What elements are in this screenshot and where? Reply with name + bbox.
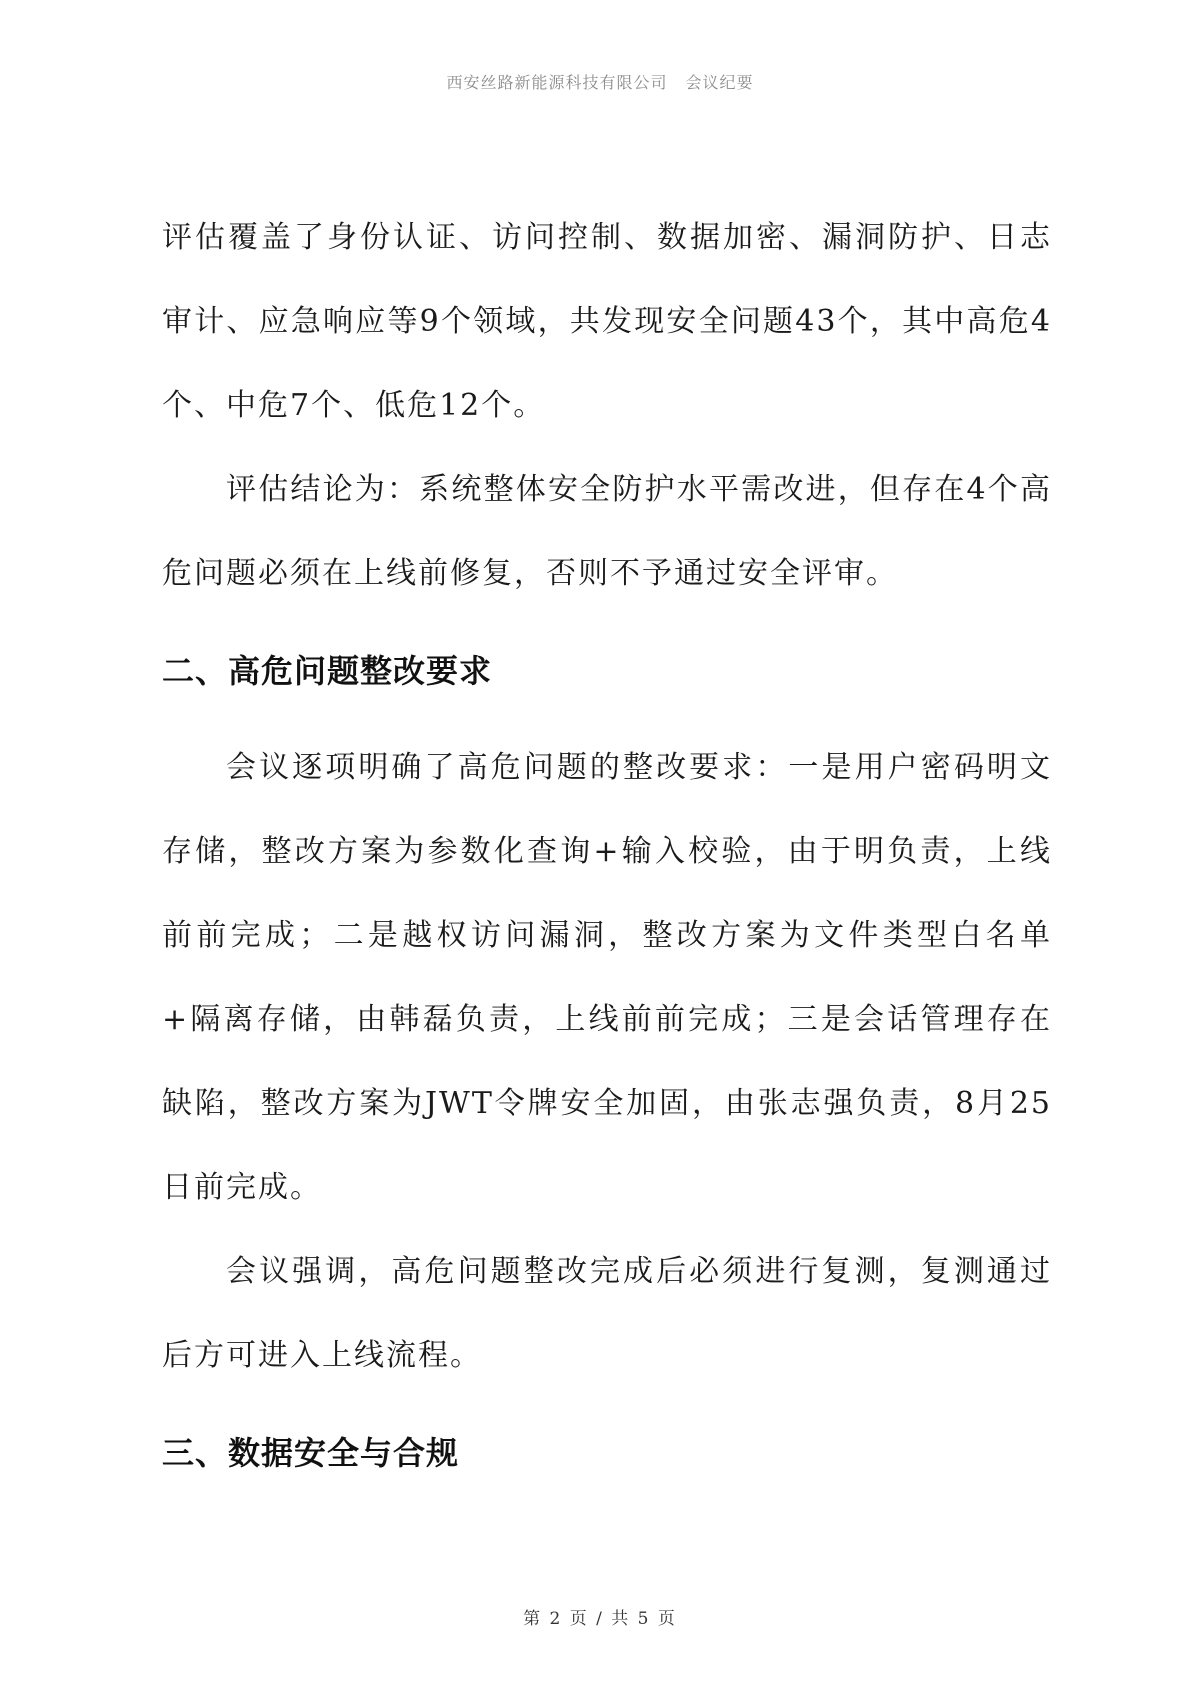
header-company: 西安丝路新能源科技有限公司 bbox=[446, 73, 668, 92]
header-doc-type: 会议纪要 bbox=[685, 73, 754, 92]
paragraph-assessment-scope: 评估覆盖了身份认证、访问控制、数据加密、漏洞防护、日志审计、应急响应等9个领域，共发现安全问题43个，其中高危4个、中危7个、低危12个。 bbox=[162, 220, 1052, 423]
paragraph-retest-emphasis: 会议强调，高危问题整改完成后必须进行复测，复测通过后方可进入上线流程。 bbox=[162, 1254, 1052, 1373]
page-header bbox=[0, 70, 1200, 93]
section-title-high-risk: 二、高危问题整改要求 bbox=[162, 652, 493, 690]
page-number: 第 2 页 / 共 5 页 bbox=[523, 1609, 677, 1629]
document-body bbox=[162, 196, 1052, 1508]
paragraph-assessment-conclusion: 评估结论为：系统整体安全防护水平需改进，但存在4个高危问题必须在上线前修复，否则不予通过安全评审。 bbox=[162, 472, 1052, 591]
section-title-data-security: 三、数据安全与合规 bbox=[162, 1434, 460, 1472]
paragraph-rectification-requirements: 会议逐项明确了高危问题的整改要求：一是用户密码明文存储，整改方案为参数化查询+输入校验，由于明负责，上线前前完成；二是越权访问漏洞，整改方案为文件类型白名单+隔离存储，由韩磊负责，上线前前完成；三是会话管理存在缺陷，整改方案为JWT令牌安全加固，由张志强负责，8月25日前完成。 bbox=[162, 750, 1052, 1205]
